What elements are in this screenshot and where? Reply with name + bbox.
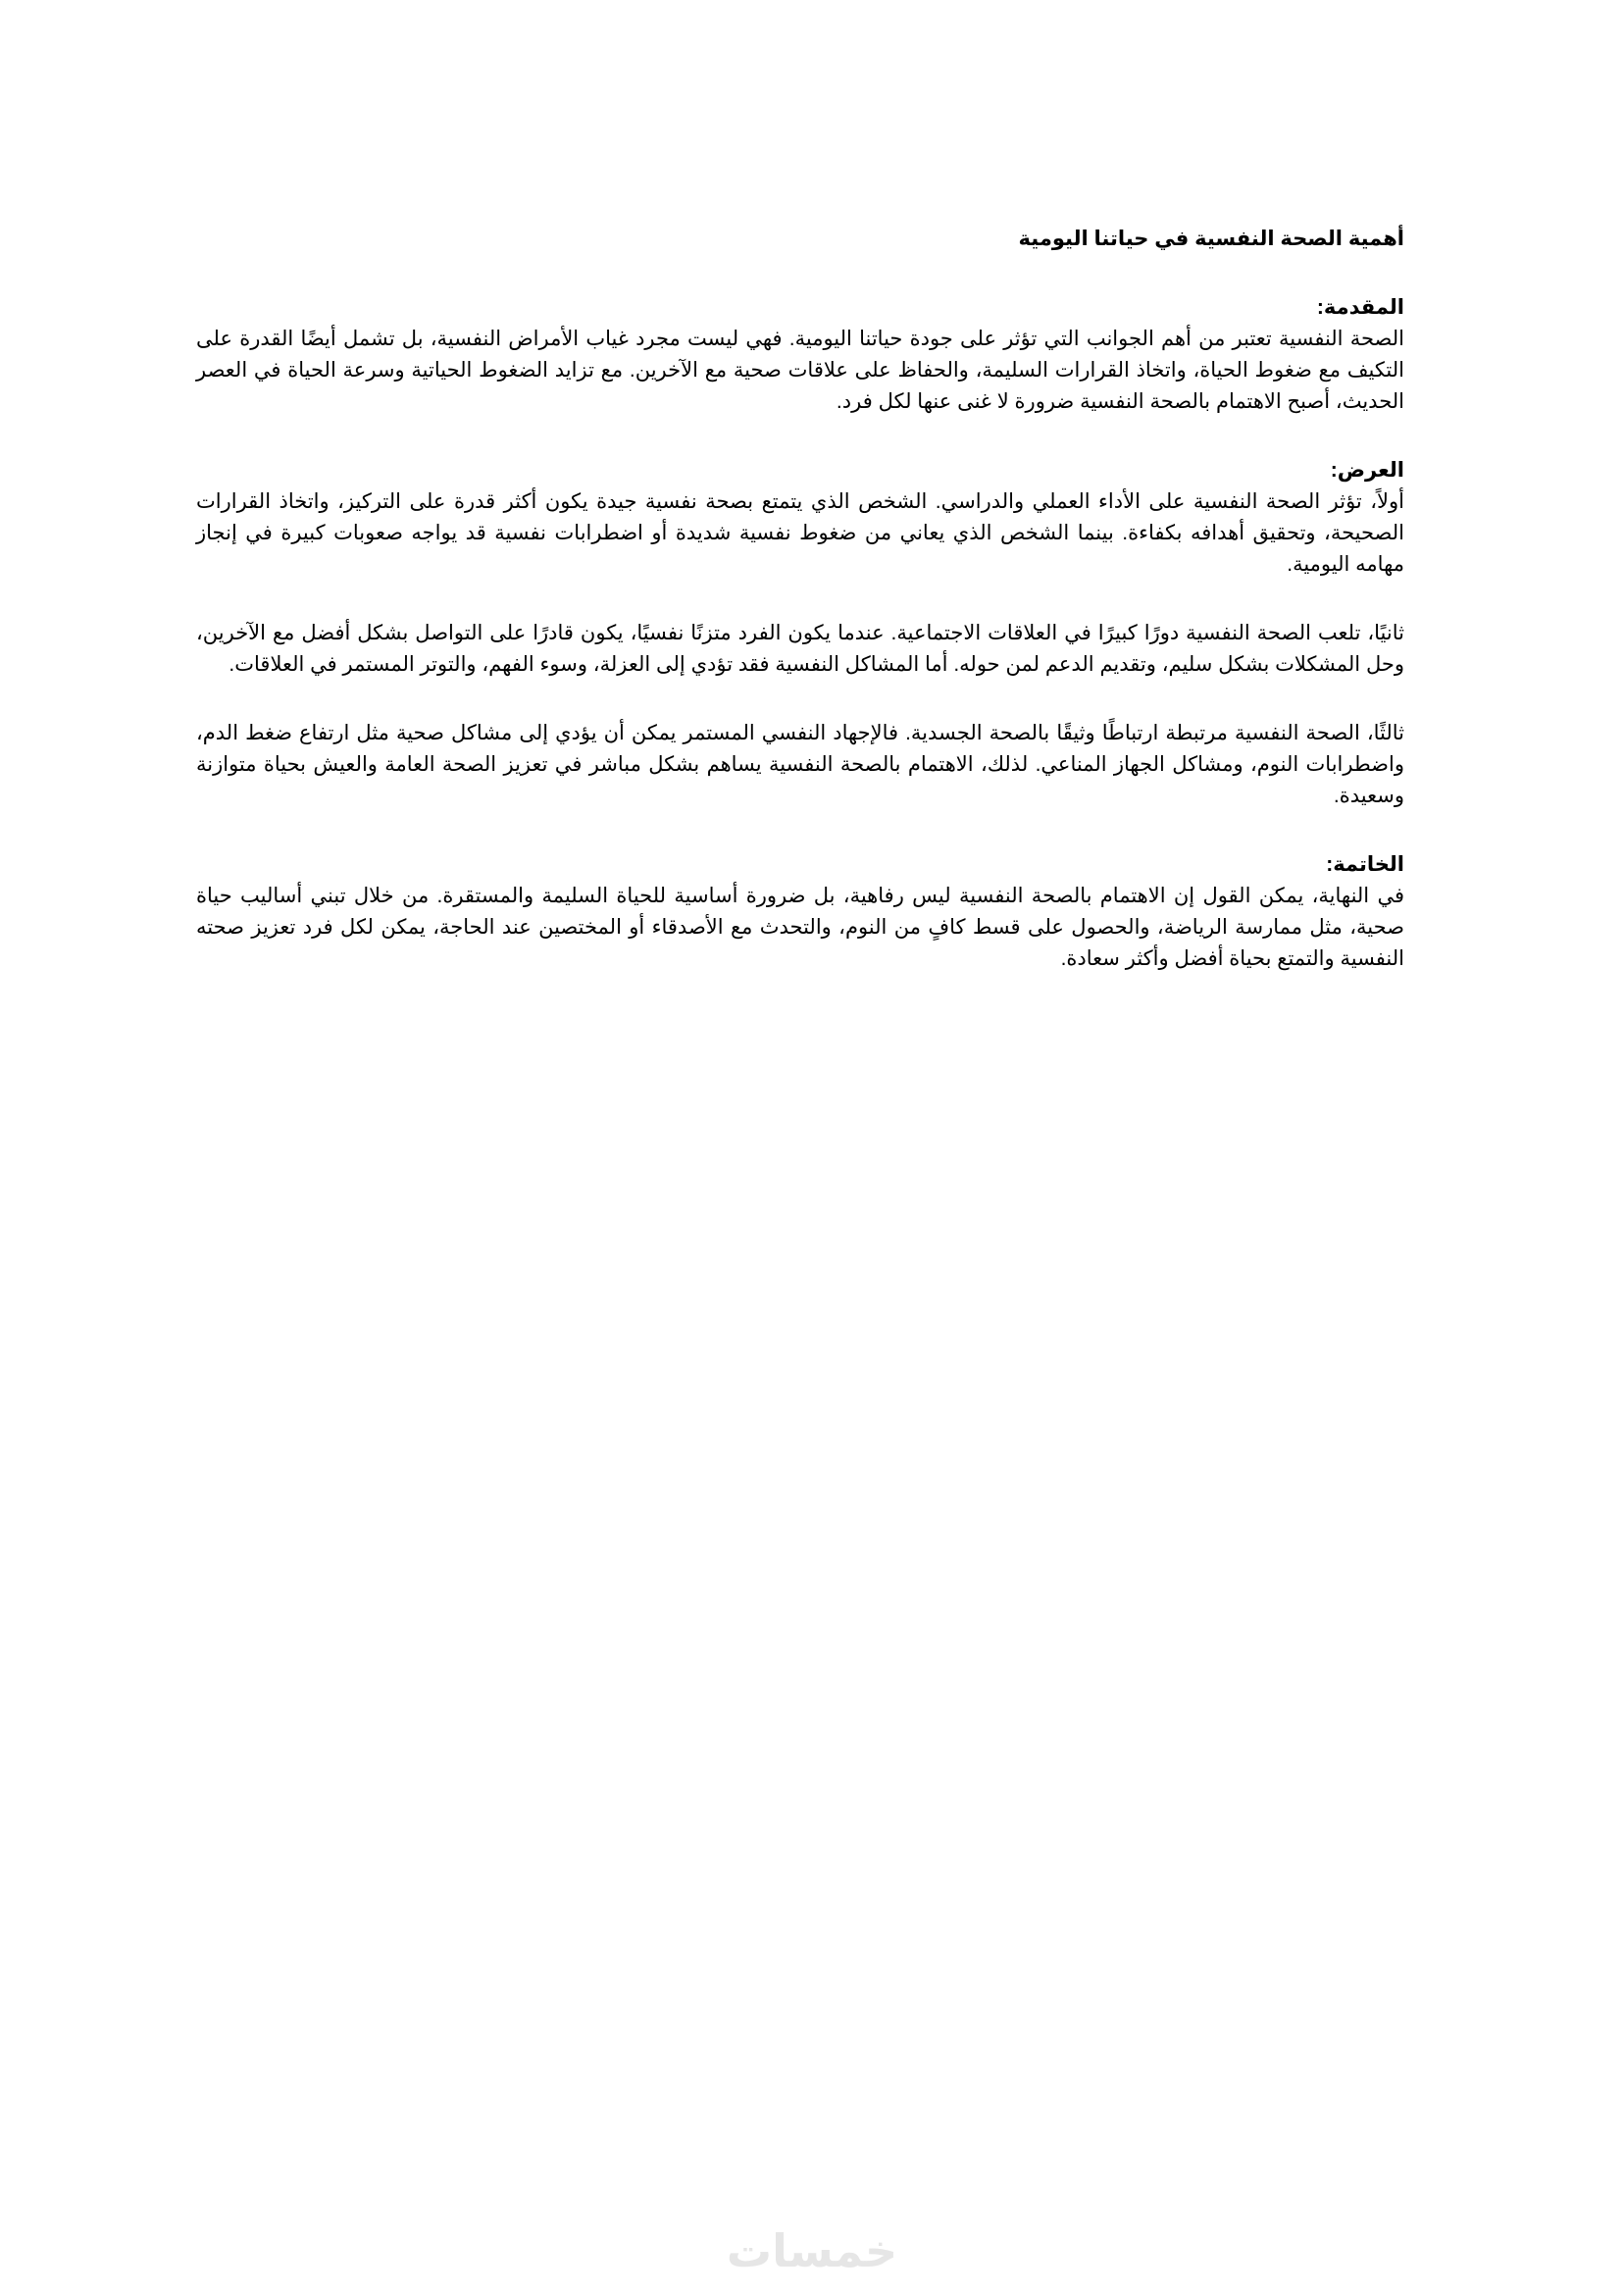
section-spacer — [196, 418, 1404, 455]
watermark-logo: خمسات — [726, 2224, 898, 2277]
intro-section — [196, 292, 1404, 418]
document-content — [196, 224, 1404, 975]
conclusion-heading: الخاتمة: — [1326, 853, 1404, 876]
body-heading: العرض: — [1330, 459, 1404, 482]
conclusion-paragraph: في النهاية، يمكن القول إن الاهتمام بالصحة النفسية ليس رفاهية، بل ضرورة أساسية للحياة السليمة والمستقرة. من خلال تبني أساليب حياة صحية، مثل ممارسة الرياضة، والحصول على قسط كافٍ من النوم، والتحدث مع الأصدقاء أو المختصين عند الحاجة، يمكن لكل فرد تعزيز صحته النفسية والتمتع بحياة أفضل وأكثر سعادة. — [196, 885, 1404, 970]
body-section — [196, 455, 1404, 812]
conclusion-section — [196, 849, 1404, 975]
body-paragraph-2: ثانيًا، تلعب الصحة النفسية دورًا كبيرًا في العلاقات الاجتماعية. عندما يكون الفرد متزنًا نفسيًا، يكون قادرًا على التواصل بشكل أفضل مع الآخرين، وحل المشكلات بشكل سليم، وتقديم الدعم لمن حوله. أما المشاكل النفسية فقد تؤدي إلى العزلة، وسوء الفهم، والتوتر المستمر في العلاقات. — [196, 622, 1404, 676]
document-title: أهمية الصحة النفسية في حياتنا اليومية — [1018, 228, 1404, 250]
body-paragraph-1: أولاً، تؤثر الصحة النفسية على الأداء العملي والدراسي. الشخص الذي يتمتع بصحة نفسية جيدة يكون أكثر قدرة على التركيز، واتخاذ القرارات الصحيحة، وتحقيق أهدافه بكفاءة. بينما الشخص الذي يعاني من ضغوط نفسية شديدة أو اضطرابات نفسية قد يواجه صعوبات كبيرة في إنجاز مهامه اليومية. — [196, 490, 1404, 576]
body-paragraph-3: ثالثًا، الصحة النفسية مرتبطة ارتباطًا وثيقًا بالصحة الجسدية. فالإجهاد النفسي المستمر يمكن أن يؤدي إلى مشاكل صحية مثل ارتفاع ضغط الدم، واضطرابات النوم، ومشاكل الجهاز المناعي. لذلك، الاهتمام بالصحة النفسية يساهم بشكل مباشر في تعزيز الصحة العامة والعيش بحياة متوازنة وسعيدة. — [196, 722, 1404, 807]
paragraph-spacer — [196, 681, 1404, 718]
intro-paragraph: الصحة النفسية تعتبر من أهم الجوانب التي تؤثر على جودة حياتنا اليومية. فهي ليست مجرد غياب الأمراض النفسية، بل تشمل أيضًا القدرة على التكيف مع ضغوط الحياة، واتخاذ القرارات السليمة، والحفاظ على علاقات صحية مع الآخرين. مع تزايد الضغوط الحياتية وسرعة الحياة في العصر الحديث، أصبح الاهتمام بالصحة النفسية ضرورة لا غنى عنها لكل فرد. — [196, 328, 1404, 413]
intro-heading: المقدمة: — [1316, 296, 1404, 319]
paragraph-spacer — [196, 581, 1404, 618]
section-spacer — [196, 812, 1404, 849]
